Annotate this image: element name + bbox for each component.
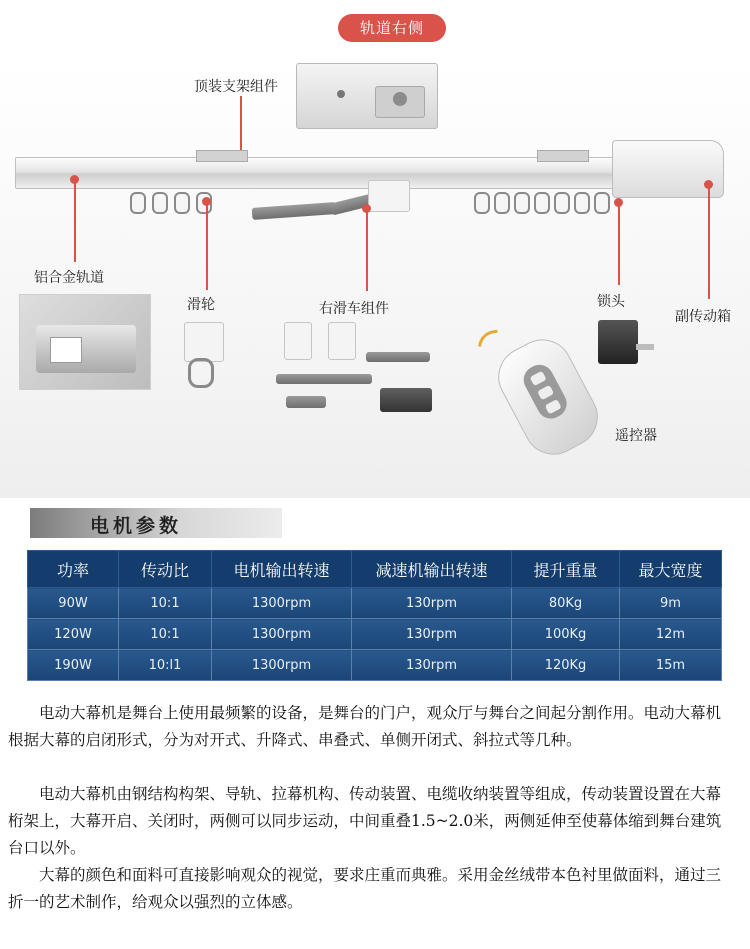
- table-cell: 130rpm: [352, 650, 512, 681]
- table-header-row: [28, 551, 722, 588]
- table-cell: 100Kg: [512, 619, 620, 650]
- rail-clip: [196, 150, 248, 162]
- carriage-slider-image: [328, 322, 356, 360]
- pulley-group-right: [472, 190, 612, 214]
- leader-line: [618, 205, 620, 285]
- table-header-cell: 电机输出转速: [212, 551, 352, 588]
- table-cell: 80Kg: [512, 588, 620, 619]
- table-row: [28, 650, 722, 681]
- description-paragraph: 电动大幕机是舞台上使用最频繁的设备，是舞台的门户，观众厅与舞台之间起分割作用。电动大幕机根据大幕的启闭形式，分为对开式、升降式、串叠式、单侧开闭式、斜拉式等几种。: [8, 704, 722, 749]
- table-cell: 130rpm: [352, 588, 512, 619]
- description-paragraph: 电动大幕机由钢结构构架、导轨、拉幕机构、传动装置、电缆收纳装置等组成，传动装置设置在大幕桁架上，大幕开启、关闭时，两侧可以同步运动，中间重叠1.5~2.0米，两侧延伸至使幕体缩到舞台建筑台口以外。: [8, 785, 722, 857]
- table-header-cell: 传动比: [119, 551, 212, 588]
- carriage-plate-image: [366, 352, 430, 362]
- track-profile-photo: [19, 294, 151, 390]
- aluminum-track-image: [15, 157, 617, 189]
- table-header-cell: 最大宽度: [620, 551, 722, 588]
- header-title-pill: 轨道右侧: [338, 14, 446, 42]
- label-top-bracket: 顶装支架组件: [194, 79, 278, 95]
- table-cell: 1300rpm: [212, 650, 352, 681]
- table-cell: 130rpm: [352, 619, 512, 650]
- table-cell: 10:l1: [119, 650, 212, 681]
- pulley-hook-image: [188, 358, 214, 388]
- leader-line: [240, 96, 242, 154]
- lock-head-bolt-image: [636, 344, 654, 350]
- carriage-mount-image: [380, 388, 432, 412]
- pulley-image: [184, 322, 224, 362]
- label-aluminum-track: 铝合金轨道: [34, 270, 104, 286]
- carriage-slider-image: [284, 322, 312, 360]
- leader-line: [74, 182, 76, 262]
- table-row: [28, 588, 722, 619]
- carriage-plate-image: [276, 374, 372, 384]
- section-title: 电机参数: [90, 515, 183, 537]
- leader-line: [366, 211, 368, 291]
- carriage-block-image: [368, 180, 410, 212]
- table-row: [28, 619, 722, 650]
- table-cell: 120Kg: [512, 650, 620, 681]
- table-cell: 10:1: [119, 619, 212, 650]
- label-remote: 遥控器: [615, 428, 657, 444]
- leader-line: [206, 204, 208, 290]
- table-header-cell: 减速机输出转速: [352, 551, 512, 588]
- lock-head-image: [598, 320, 638, 364]
- table-cell: 1300rpm: [212, 588, 352, 619]
- table-cell: 190W: [28, 650, 119, 681]
- carriage-plate-small-image: [286, 396, 326, 408]
- section-banner: [30, 508, 282, 538]
- table-cell: 10:1: [119, 588, 212, 619]
- table-cell: 12m: [620, 619, 722, 650]
- label-right-carriage: 右滑车组件: [319, 301, 389, 317]
- table-cell: 90W: [28, 588, 119, 619]
- label-pulley: 滑轮: [187, 297, 215, 313]
- leader-line: [708, 187, 710, 299]
- table-cell: 120W: [28, 619, 119, 650]
- table-cell: 9m: [620, 588, 722, 619]
- label-gearbox: 副传动箱: [675, 309, 731, 325]
- table-cell: 1300rpm: [212, 619, 352, 650]
- rail-clip: [537, 150, 589, 162]
- table-header-cell: 提升重量: [512, 551, 620, 588]
- top-bracket-image: [296, 63, 438, 129]
- motor-spec-table: [27, 550, 722, 681]
- table-header-cell: 功率: [28, 551, 119, 588]
- description-paragraph: 大幕的颜色和面料可直接影响观众的视觉，要求庄重而典雅。采用金丝绒带本色衬里做面料，通过三折一的艺术制作，给观众以强烈的立体感。: [8, 866, 722, 911]
- table-cell: 15m: [620, 650, 722, 681]
- label-lock-head: 锁头: [597, 294, 625, 310]
